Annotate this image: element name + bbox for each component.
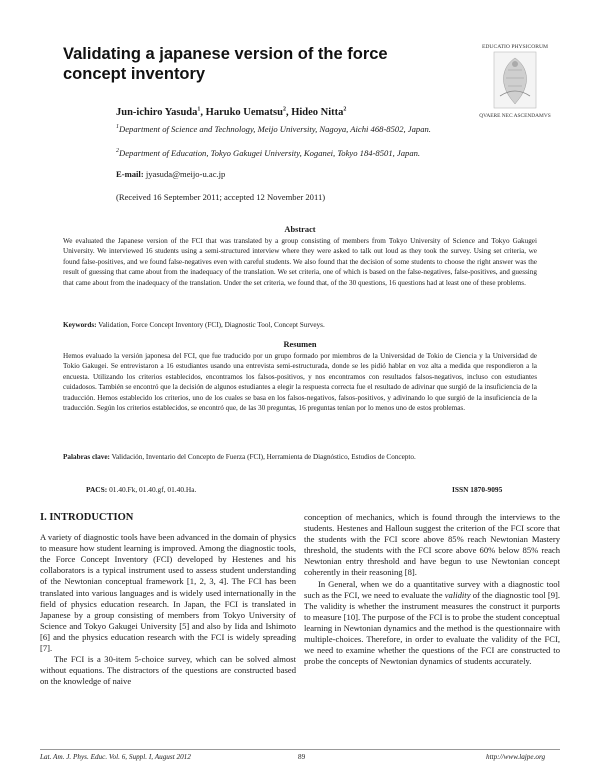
author-list [116,107,346,118]
author-sup: 1 [197,106,201,113]
affiliation-text: Department of Science and Technology, Meijo University, Nagoya, Aichi 468-8502, Japan. [119,124,431,134]
abstract-heading: Abstract [284,225,316,234]
author-names: , Hideo Nitta [285,107,344,118]
issn: ISSN 1870-9095 [452,485,503,494]
intro-paragraph: conception of mechanics, which is found through the interviews to the students. Hestenes and Halloun suggest the criterion of the FCI score that the students with the FCI score above 85% reach Newtonian Mastery threshold, the students with the FCI score above 60% below 85% reach Newtonian entry threshold and have begun to use Newtonian concept coherently in their reasoning [8]. [304,512,560,578]
email-label: E-mail: [116,169,144,179]
footer-rule [40,749,560,750]
keywords-line [63,320,537,330]
intro-paragraph: A variety of diagnostic tools have been advanced in the domain of physics to measure how student learning is improved. Among the diagnostic tools, the Force Concept Inventory (FCI) developed by Hestenes and his collaborators is a typical instrument used to assess student understanding of the Newtonian conceptual framework [1, 2, 3, 4]. The FCI has been translated into various languages and is widely used internationally in the field of physics education research. In Japan, the FCI is translated in Japanese by a group consisting of members from Tokyo University of Science and Tokyo Gakugei University [5] and also by Iida and Ishimoto [6] and the physics education research with the FCI is widely spreading [7]. [40,532,296,654]
footer-journal: Lat. Am. J. Phys. Educ. Vol. 6, Suppl. I, August 2012 [40,753,191,761]
intro-paragraph: The FCI is a 30-item 5-choice survey, which can be solved almost without equations. The distractors of the questions are constructed based on the knowledge of naive [40,654,296,687]
intro-text: of the diagnostic tool [9]. The validity is whether the instrument measures the construct it purports to measure [10]. The purpose of the FCI is to probe the student conceptual learning in Newtonian dynamics and the method is the questionnaire with multiple-choices. Therefore, in order to evaluate the validity of the FCI, we need to examine whether the questions of the FCI are constructed to probe the concepts of Newtonian dynamics of students accurately. [304,589,560,667]
email-line [116,169,225,179]
affiliation-mark: 2 [116,148,119,155]
affiliation-mark: 1 [116,124,119,131]
pacs-text: 01.40.Fk, 01.40.gf, 01.40.Ha. [109,485,197,494]
pacs-label: PACS: [86,485,108,494]
paper-title: Validating a japanese version of the force concept inventory [63,45,388,83]
intro-paragraph [304,579,560,668]
author-names: , Haruko Uematsu [200,107,283,118]
keywords-text: Validation, Force Concept Inventory (FCI), Diagnostic Tool, Concept Surveys. [98,321,325,329]
resumen-heading: Resumen [283,340,317,349]
intro-right-column [304,512,560,667]
palabras-text: Validación, Inventario del Concepto de Fuerza (FCI), Herramienta de Diagnóstico, Estudios de Concepto. [111,453,416,461]
palabras-line [63,452,537,462]
logo-top-text: EDUCATIO PHYSICORUM [481,44,549,50]
intro-left-column [40,512,296,687]
palabras-label: Palabras clave: [63,453,110,461]
logo-bottom-text: QVAERE NEC ASCENDAMVS [479,113,551,119]
author-sup: 2 [343,106,347,113]
affiliation-text: Department of Education, Tokyo Gakugei University, Koganei, Tokyo 184-8501, Japan. [119,148,421,158]
journal-logo [470,40,560,122]
intro-heading: I. INTRODUCTION [40,512,134,523]
journal-seal-icon [470,40,560,122]
affiliation-2 [116,148,536,159]
author-names: Jun-ichiro Yasuda [116,107,198,118]
affiliation-1 [116,124,536,135]
footer-url[interactable]: http://www.lajpe.org [486,753,546,761]
email-link[interactable]: jyasuda@meijo-u.ac.jp [145,169,226,179]
footer-page-number: 89 [298,753,306,761]
intro-italic-term: validity [444,589,471,600]
author-sup: 2 [282,106,286,113]
intro-text: In General, when we do a quantitative survey with a diagnostic tool such as the FCI, we need to evaluate the [304,578,560,600]
keywords-label: Keywords: [63,321,97,329]
abstract-text: We evaluated the Japanese version of the FCI that was translated by a group consisting of members from Tokyo University of Science and Tokyo Gakugei University. We interviewed 16 students using a semi-structured interview where they were asked to talk out loud as they took the survey. Using set criteria, we found false-positives, and we found false-negatives even with careful students. We also found that the decision of some students to choose the right answer was the result of guessing that came about from the inadequacy of the translation. We set criteria, one of which is based on the false-negatives, false-positives, and guessing that came about from the inadequacy of the translation. Under the set criteria, we found that, of the 30 questions, 16 questions had at least one of these problems. [63,237,537,287]
resumen-text: Hemos evaluado la versión japonesa del FCI, que fue traducido por un grupo formado por miembros de la Universidad de Tokio de Ciencia y la Universidad de Tokio Gakugei. Se entrevistaron a 16 estudiantes usando una entrevista semi-estructurada, donde se les pidió hablar en voz alta a medida que respondieron a la encuesta. Utilizando los criterios establecidos, encontramos los falsos-positivos, y nos encontramos con resultados falsos-negativos, incluso con estudiantes cuidadosos. También se encontró que la decisión de algunos estudiantes a elegir la respuesta correcta fue el resultado de adivinar que surgió de la insuficiencia de la traducción. Hemos establecido los criterios, uno de los cuales se basa en los falsos-negativos, falsos-positivos, y adivinando lo que surgió de la insuficiencia de la traducción. Según los criterios establecidos, se encontró que, de las 30 preguntas, 16 preguntas tenían por lo menos uno de estos problemas. [63,352,537,413]
received-date: (Received 16 September 2011; accepted 12 November 2011) [116,192,326,202]
pacs-line [86,485,196,494]
